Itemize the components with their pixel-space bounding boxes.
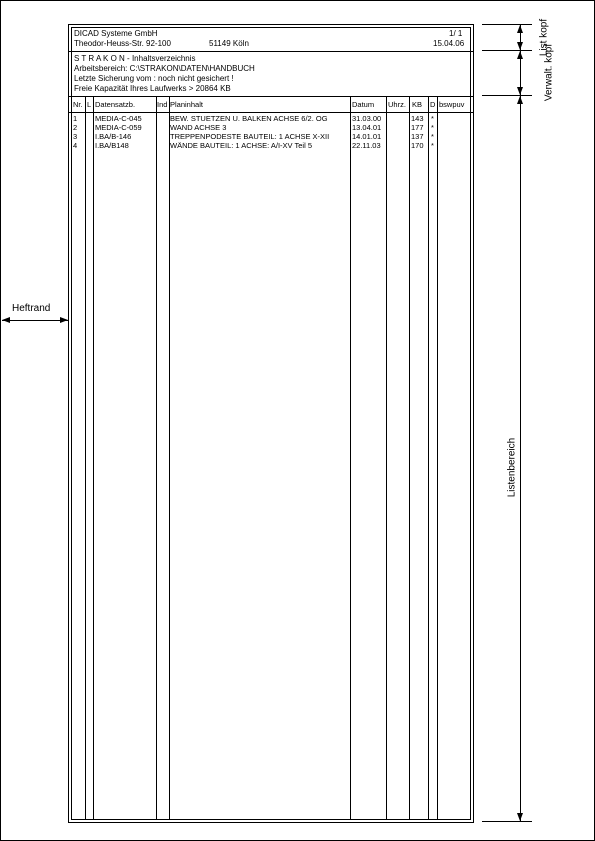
col-divider	[409, 97, 410, 820]
row-3-kb: 137	[411, 132, 424, 141]
row-3-datum: 14.01.01	[352, 132, 382, 141]
row-4-datensatz: I.BA/B148	[95, 141, 129, 150]
col-divider	[350, 97, 351, 820]
row-1-d: *	[431, 114, 434, 123]
dimension-extension-line	[482, 24, 532, 25]
col-header-datensatz: Datensatzb.	[95, 100, 136, 109]
col-header-nr: Nr.	[73, 100, 83, 109]
row-2-kb: 177	[411, 123, 424, 132]
row-2-planinhalt: WAND ACHSE 3	[170, 123, 227, 132]
row-2-datensatz: MEDIA-C-059	[95, 123, 142, 132]
col-divider	[437, 97, 438, 820]
print-date: 15.04.06	[433, 39, 465, 48]
list-sheet	[68, 24, 474, 823]
admin-last-backup: Letzte Sicherung vom : noch nicht gesichert !	[74, 74, 234, 83]
listkopf-label: List kopf	[538, 18, 550, 57]
col-header-datum: Datum	[352, 100, 375, 109]
arrow-up-icon	[517, 96, 523, 104]
company-city: 51149 Köln	[209, 39, 249, 48]
arrow-down-icon	[517, 42, 523, 50]
col-divider	[169, 97, 170, 820]
row-1-nr: 1	[73, 114, 78, 123]
row-2-datum: 13.04.01	[352, 123, 382, 132]
row-4-nr: 4	[73, 141, 78, 150]
column-header-divider	[69, 112, 473, 113]
arrow-up-icon	[517, 51, 523, 59]
row-4-kb: 170	[411, 141, 424, 150]
admin-divider	[69, 96, 473, 97]
heftrand-dimension-line	[2, 320, 68, 321]
row-3-nr: 3	[73, 132, 78, 141]
header-divider	[69, 51, 473, 52]
dimension-extension-line	[482, 821, 532, 822]
col-divider	[386, 97, 387, 820]
heftrand-label: Heftrand	[12, 303, 51, 314]
row-1-kb: 143	[411, 114, 424, 123]
row-1-planinhalt: BEW. STUETZEN U. BALKEN ACHSE 6/2. OG	[170, 114, 328, 123]
arrow-down-icon	[517, 813, 523, 821]
page-number: 1/ 1	[449, 29, 463, 38]
row-1-datensatz: MEDIA-C-045	[95, 114, 142, 123]
dimension-extension-line	[482, 50, 532, 51]
col-divider	[428, 97, 429, 820]
row-4-datum: 22.11.03	[352, 141, 381, 150]
arrow-left-icon	[2, 317, 10, 323]
col-header-planinhalt: Planinhalt	[170, 100, 203, 109]
dimension-extension-line	[482, 95, 532, 96]
listenbereich-label: Listenbereich	[506, 437, 518, 498]
col-header-uhrz: Uhrz.	[388, 100, 406, 109]
row-2-d: *	[431, 123, 434, 132]
admin-workspace: Arbeitsbereich: C:\STRAKON\DATEN\HANDBUCH	[74, 64, 255, 73]
col-header-bswpuv: bswpuv	[439, 100, 465, 109]
row-3-planinhalt: TREPPENPODESTE BAUTEIL: 1 ACHSE X-XII	[170, 132, 330, 141]
row-3-d: *	[431, 132, 434, 141]
row-2-nr: 2	[73, 123, 78, 132]
admin-free-capacity: Freie Kapazität Ihres Laufwerks > 20864 KB	[74, 84, 231, 93]
row-1-datum: 31.03.00	[352, 114, 382, 123]
arrow-up-icon	[517, 25, 523, 33]
company-name: DICAD Systeme GmbH	[74, 29, 158, 38]
admin-title: S T R A K O N - Inhaltsverzeichnis	[74, 54, 196, 63]
listenbereich-dimension-line	[520, 96, 521, 821]
company-street: Theodor-Heuss-Str. 92-100	[74, 39, 171, 48]
col-divider	[93, 97, 94, 820]
col-header-kb: KB	[412, 100, 423, 109]
col-header-d: D	[430, 100, 436, 109]
arrow-down-icon	[517, 87, 523, 95]
row-3-datensatz: I.BA/B-146	[95, 132, 132, 141]
row-4-d: *	[431, 141, 434, 150]
arrow-right-icon	[60, 317, 68, 323]
col-header-l: L	[87, 100, 92, 109]
row-4-planinhalt: WÄNDE BAUTEIL: 1 ACHSE: A/I-XV Teil 5	[170, 141, 312, 150]
col-divider	[156, 97, 157, 820]
verwaltkopf-label: Verwalt. kopf	[543, 43, 555, 102]
col-divider	[85, 97, 86, 820]
col-header-ind: Ind	[157, 100, 168, 109]
